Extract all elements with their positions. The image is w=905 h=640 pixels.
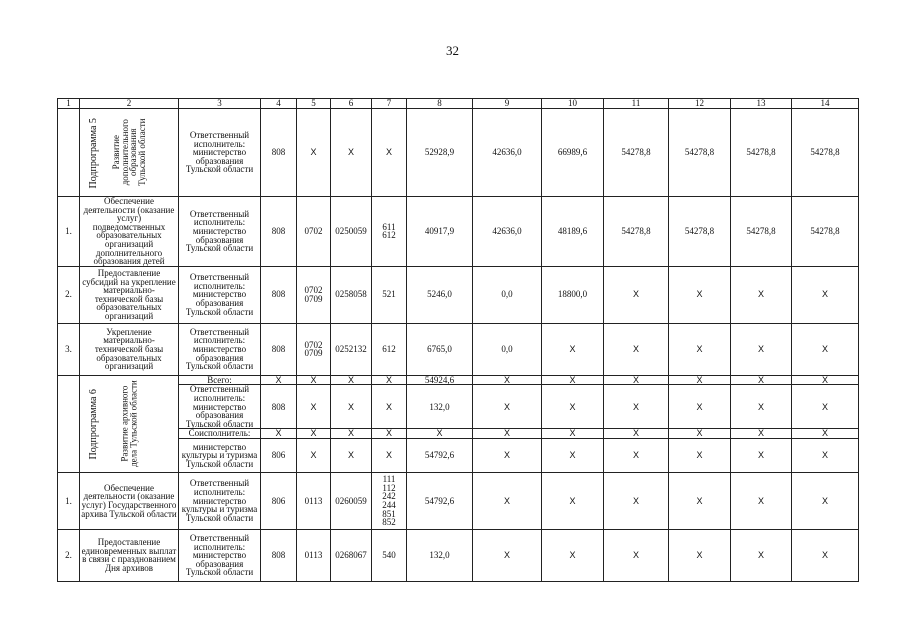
table-cell: 42636,0 xyxy=(473,109,542,197)
table-cell: 48189,6 xyxy=(542,197,604,267)
header-cell: 14 xyxy=(792,99,859,109)
row-name: Обеспечение деятельности (оказание услуг) Государственного архива Тульской области xyxy=(80,472,179,529)
table-cell: Х xyxy=(473,438,542,472)
table-cell: Х xyxy=(731,323,792,375)
row-name: Предоставление субсидий на укрепление материально-технической базы образовательных организаций xyxy=(80,266,179,323)
table-cell: Х xyxy=(731,375,792,385)
table-cell xyxy=(372,197,407,267)
table-cell: 808 xyxy=(261,323,297,375)
table-cell: 0268067 xyxy=(331,529,372,581)
responsible-cell: министерство культуры и туризма Тульской области xyxy=(179,438,261,472)
responsible-cell: Ответственный исполнитель: министерство образования Тульской области xyxy=(179,323,261,375)
table-cell: Х xyxy=(542,438,604,472)
table-cell: 54278,8 xyxy=(792,109,859,197)
table-cell xyxy=(297,323,331,375)
table-cell: Х xyxy=(669,375,731,385)
row-name: Укрепление материально-технической базы образовательных организаций xyxy=(80,323,179,375)
table-row xyxy=(58,429,859,439)
row-number: 1. xyxy=(58,197,80,267)
row-name: Предоставление единовременных выплат в связи с празднованием Дня архивов xyxy=(80,529,179,581)
table-cell: 808 xyxy=(261,197,297,267)
table-cell: Х xyxy=(372,438,407,472)
table-cell: Х xyxy=(604,375,669,385)
subprogram-label: Подпрограмма 5 xyxy=(87,117,99,189)
table-cell: 0702 xyxy=(297,197,331,267)
table-cell: Х xyxy=(792,266,859,323)
table-cell: Х xyxy=(297,109,331,197)
code-line: 244 xyxy=(382,499,396,510)
table-cell: 54278,8 xyxy=(669,197,731,267)
table-cell: 521 xyxy=(372,266,407,323)
table-cell: 54278,8 xyxy=(604,197,669,267)
table-cell xyxy=(297,266,331,323)
header-cell: 7 xyxy=(372,99,407,109)
code-line: 111 xyxy=(382,474,396,485)
table-cell: 54924,6 xyxy=(407,375,473,385)
table-cell: 54278,8 xyxy=(669,109,731,197)
page-number: 32 xyxy=(446,43,459,58)
table-cell: 132,0 xyxy=(407,529,473,581)
row-label: Соисполнитель: xyxy=(179,429,261,439)
table-cell: 808 xyxy=(261,109,297,197)
header-cell: 6 xyxy=(331,99,372,109)
table-cell: Х xyxy=(731,385,792,429)
header-cell: 12 xyxy=(669,99,731,109)
table-cell: Х xyxy=(792,429,859,439)
table-cell: Х xyxy=(731,438,792,472)
row-number: 2. xyxy=(58,266,80,323)
table-cell: Х xyxy=(669,323,731,375)
table-cell: Х xyxy=(669,385,731,429)
budget-table xyxy=(57,98,859,582)
table-cell: 612 xyxy=(372,323,407,375)
row-label: Всего: xyxy=(179,375,261,385)
header-cell: 8 xyxy=(407,99,473,109)
responsible-cell: Ответственный исполнитель: министерство образования Тульской области xyxy=(179,385,261,429)
table-cell: 808 xyxy=(261,385,297,429)
code-line: 0709 xyxy=(304,293,323,304)
table-cell: Х xyxy=(792,323,859,375)
table-cell: Х xyxy=(473,429,542,439)
table-row xyxy=(58,375,859,385)
table-cell: Х xyxy=(792,529,859,581)
table-cell: 0,0 xyxy=(473,323,542,375)
table-cell: Х xyxy=(604,529,669,581)
row-name: Обеспечение деятельности (оказание услуг) подведомственных образовательных организаций дополнительного образования детей xyxy=(80,197,179,267)
table-cell: 0258058 xyxy=(331,266,372,323)
table-cell: 5246,0 xyxy=(407,266,473,323)
table-cell: Х xyxy=(604,472,669,529)
responsible-cell: Ответственный исполнитель: министерство образования Тульской области xyxy=(179,197,261,267)
code-line: 612 xyxy=(382,230,396,241)
table-cell: Х xyxy=(542,323,604,375)
code-line: 112 xyxy=(382,482,396,493)
table-cell: 0250059 xyxy=(331,197,372,267)
table-cell xyxy=(372,472,407,529)
subprogram-label: Подпрограмма 6 xyxy=(87,389,99,460)
table-cell: Х xyxy=(407,429,473,439)
header-cell: 1 xyxy=(58,99,80,109)
table-cell: Х xyxy=(604,429,669,439)
header-cell: 10 xyxy=(542,99,604,109)
subprogram-label-cell xyxy=(58,375,99,472)
table-row xyxy=(58,266,859,323)
table-cell: Х xyxy=(542,472,604,529)
table-cell: Х xyxy=(604,438,669,472)
table-cell: 806 xyxy=(261,472,297,529)
table-cell: Х xyxy=(792,385,859,429)
table-cell: Х xyxy=(669,472,731,529)
table-row xyxy=(58,323,859,375)
table-cell: Х xyxy=(473,375,542,385)
responsible-cell: Ответственный исполнитель: министерство культуры и туризма Тульской области xyxy=(179,472,261,529)
table-cell: 42636,0 xyxy=(473,197,542,267)
header-cell: 13 xyxy=(731,99,792,109)
row-number: 3. xyxy=(58,323,80,375)
table-cell: 52928,9 xyxy=(407,109,473,197)
table-cell: 66989,6 xyxy=(542,109,604,197)
table-cell: 540 xyxy=(372,529,407,581)
responsible-cell: Ответственный исполнитель: министерство образования Тульской области xyxy=(179,109,261,197)
table-cell: 54278,8 xyxy=(792,197,859,267)
header-cell: 2 xyxy=(80,99,179,109)
table-cell: 0,0 xyxy=(473,266,542,323)
table-cell: Х xyxy=(604,323,669,375)
header-cell: 4 xyxy=(261,99,297,109)
table-cell: Х xyxy=(792,472,859,529)
table-cell: Х xyxy=(331,375,372,385)
table-row xyxy=(58,197,859,267)
table-cell: 54278,8 xyxy=(731,109,792,197)
table-cell: 54278,8 xyxy=(604,109,669,197)
table-cell: Х xyxy=(331,429,372,439)
table-cell: Х xyxy=(731,472,792,529)
table-cell: Х xyxy=(372,109,407,197)
table-cell: 0260059 xyxy=(331,472,372,529)
code-line: 0702 xyxy=(304,285,323,296)
code-line: 242 xyxy=(382,491,396,502)
table-cell: 18800,0 xyxy=(542,266,604,323)
code-line: 0709 xyxy=(304,348,323,359)
table-cell: Х xyxy=(473,472,542,529)
table-cell: Х xyxy=(372,385,407,429)
table-cell: Х xyxy=(731,429,792,439)
table-cell: Х xyxy=(542,429,604,439)
table-cell: 806 xyxy=(261,438,297,472)
table-cell: 54278,8 xyxy=(731,197,792,267)
table-cell: Х xyxy=(331,109,372,197)
table-cell: Х xyxy=(604,385,669,429)
table-row xyxy=(58,385,859,429)
row-number: 1. xyxy=(58,472,80,529)
header-cell: 5 xyxy=(297,99,331,109)
table-cell: Х xyxy=(331,385,372,429)
table-cell: 808 xyxy=(261,266,297,323)
table-cell: 808 xyxy=(261,529,297,581)
table-cell: Х xyxy=(669,438,731,472)
table-cell: Х xyxy=(669,266,731,323)
header-row xyxy=(58,99,859,109)
table-cell: 0113 xyxy=(297,529,331,581)
subprogram-label-cell xyxy=(58,109,99,197)
header-cell: 3 xyxy=(179,99,261,109)
table-row xyxy=(58,109,859,197)
table-cell: Х xyxy=(261,375,297,385)
table-cell: Х xyxy=(261,429,297,439)
table-cell: Х xyxy=(372,429,407,439)
table-cell: 0113 xyxy=(297,472,331,529)
table-cell: Х xyxy=(297,429,331,439)
subprogram-name: Развитие дополнительного образования Тульской области xyxy=(110,118,147,187)
code-line: 611 xyxy=(382,221,396,232)
table-cell: 54792,6 xyxy=(407,438,473,472)
table-cell: Х xyxy=(372,375,407,385)
table-cell: Х xyxy=(542,385,604,429)
table-cell: 6765,0 xyxy=(407,323,473,375)
table-cell: Х xyxy=(731,529,792,581)
table-cell: 132,0 xyxy=(407,385,473,429)
table-cell: Х xyxy=(297,438,331,472)
table-row xyxy=(58,438,859,472)
table-cell: 54792,6 xyxy=(407,472,473,529)
table-row xyxy=(58,472,859,529)
table-row xyxy=(58,529,859,581)
header-cell: 11 xyxy=(604,99,669,109)
table-cell: Х xyxy=(473,529,542,581)
code-line: 0702 xyxy=(304,339,323,350)
responsible-cell: Ответственный исполнитель: министерство образования Тульской области xyxy=(179,266,261,323)
table-cell: Х xyxy=(792,438,859,472)
table-cell: Х xyxy=(542,529,604,581)
table-cell: Х xyxy=(297,375,331,385)
code-line: 851 xyxy=(382,508,396,519)
table-cell: 0252132 xyxy=(331,323,372,375)
table-cell: 40917,9 xyxy=(407,197,473,267)
table-cell: Х xyxy=(542,375,604,385)
table-cell: Х xyxy=(669,529,731,581)
table-cell: Х xyxy=(604,266,669,323)
subprogram-name: Развитие архивного дела Тульской области xyxy=(119,380,138,468)
responsible-cell: Ответственный исполнитель: министерство образования Тульской области xyxy=(179,529,261,581)
table-cell: Х xyxy=(473,385,542,429)
header-cell: 9 xyxy=(473,99,542,109)
row-number: 2. xyxy=(58,529,80,581)
table-cell: Х xyxy=(331,438,372,472)
code-line: 852 xyxy=(382,517,396,528)
table-cell: Х xyxy=(792,375,859,385)
table-cell: Х xyxy=(669,429,731,439)
table-cell: Х xyxy=(297,385,331,429)
table-cell: Х xyxy=(731,266,792,323)
